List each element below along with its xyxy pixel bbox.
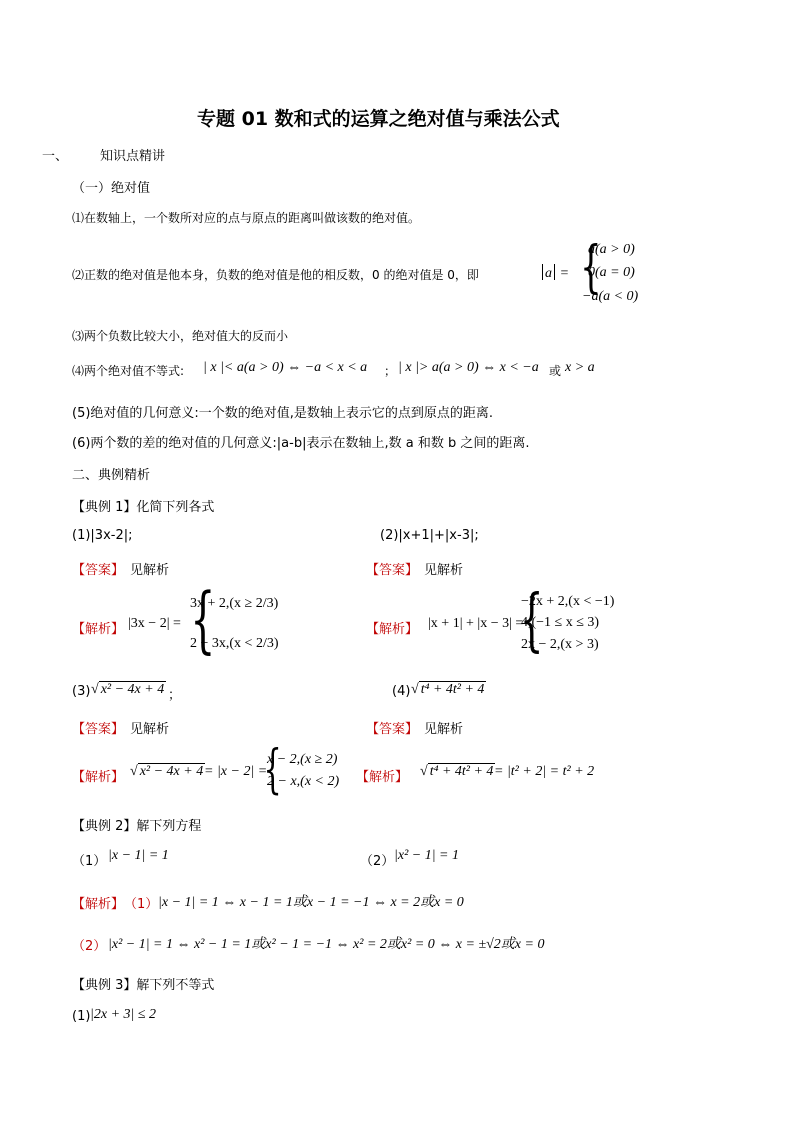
answer-text: 见解析 xyxy=(130,563,170,578)
analysis-tag: 【解析】 xyxy=(72,622,125,637)
ex1-q3-prefix: (3) xyxy=(72,684,91,699)
solution-num: （2） xyxy=(72,939,107,954)
example-3-title: 【典例 3】解下列不等式 xyxy=(72,978,215,993)
analysis-tag: 【解析】 xyxy=(366,622,419,637)
answer-text: 见解析 xyxy=(424,563,464,578)
solution-num: （1） xyxy=(124,897,159,912)
answer-tag: 【答案】 xyxy=(72,563,125,578)
formula-lhs: |x + 1| + |x − 3| = xyxy=(428,616,524,631)
radicand: x² − 4x + 4 xyxy=(100,682,165,697)
piecewise-case: 2 − 3x,(x < 2/3) xyxy=(190,636,279,651)
ex1-q4-prefix: (4) xyxy=(392,684,411,699)
analysis-tag: 【解析】 xyxy=(356,770,409,785)
piecewise-case: a(a > 0) xyxy=(588,242,635,257)
ex1-q4-sqrt: √ t⁴ + 4t² + 4 xyxy=(411,682,485,697)
ex2-q1-num: （1） xyxy=(72,854,107,869)
inequality-1: | x |< a(a > 0) ⇔ −a < x < a xyxy=(203,360,368,375)
formula-lhs: |3x − 2| = xyxy=(128,616,181,631)
piecewise-brace: { xyxy=(580,235,602,300)
piecewise-case: 2x − 2,(x > 3) xyxy=(521,637,599,652)
answer-text: 见解析 xyxy=(424,722,464,737)
section-2-heading: 二、典例精析 xyxy=(72,468,151,483)
ex1-q1: (1)|3x-2|; xyxy=(72,528,133,543)
paragraph-2: ⑵正数的绝对值是他本身，负数的绝对值是他的相反数，0 的绝对值是 0，即 xyxy=(72,268,479,282)
piecewise-case: 0(a = 0) xyxy=(588,265,635,280)
subsection-heading: （一）绝对值 xyxy=(72,181,151,196)
section-heading: 知识点精讲 xyxy=(100,149,166,164)
paragraph-1: ⑴在数轴上，一个数所对应的点与原点的距离叫做该数的绝对值。 xyxy=(72,211,421,225)
a3-mid: = |x − 2| = xyxy=(204,764,268,779)
analysis-tag: 【解析】 xyxy=(72,897,125,912)
answer-tag: 【答案】 xyxy=(72,722,125,737)
a4-rest: = |t² + 2| = t² + 2 xyxy=(494,764,595,779)
or-word: 或 xyxy=(549,364,562,378)
paragraph-5: (5)绝对值的几何意义:一个数的绝对值,是数轴上表示它的点到原点的距离. xyxy=(72,406,494,421)
piecewise-case: 2 − x,(x < 2) xyxy=(267,774,340,789)
ex2-q1: |x − 1| = 1 xyxy=(108,848,169,863)
example-1-title: 【典例 1】化简下列各式 xyxy=(72,500,215,515)
a3-sqrt: √ x² − 4x + 4 xyxy=(130,764,204,779)
inequality-2: | x |> a(a > 0) ⇔ x < −a xyxy=(398,360,539,375)
paragraph-6: (6)两个数的差的绝对值的几何意义:|a-b|表示在数轴上,数 a 和数 b 之间的距离. xyxy=(72,436,530,451)
piecewise-case: 4,(−1 ≤ x ≤ 3) xyxy=(521,615,600,630)
paragraph-3: ⑶两个负数比较大小，绝对值大的反而小 xyxy=(72,329,289,343)
piecewise-case: −a(a < 0) xyxy=(582,289,639,304)
page-title: 专题 01 数和式的运算之绝对值与乘法公式 xyxy=(197,108,560,130)
ex2-q2-num: （2） xyxy=(360,854,395,869)
inequality-3: x > a xyxy=(565,360,595,375)
analysis-tag: 【解析】 xyxy=(72,770,125,785)
ex3-q1: |2x + 3| ≤ 2 xyxy=(90,1007,157,1022)
separator: ； xyxy=(384,364,397,378)
piecewise-case: x − 2,(x ≥ 2) xyxy=(267,752,338,767)
piecewise-brace: { xyxy=(190,577,216,661)
piecewise-case: 3x + 2,(x ≥ 2/3) xyxy=(190,596,279,611)
piecewise-case: −2x + 2,(x < −1) xyxy=(521,594,615,609)
radicand: t⁴ + 4t² + 4 xyxy=(420,682,485,697)
radicand: t⁴ + 4t² + 4 xyxy=(429,764,494,779)
ex1-q3-suffix: ； xyxy=(168,688,182,703)
radicand: x² − 4x + 4 xyxy=(139,764,204,779)
paragraph-4-prefix: ⑷两个绝对值不等式: xyxy=(72,364,185,378)
ex1-q2: (2)|x+1|+|x-3|; xyxy=(380,528,479,543)
answer-tag: 【答案】 xyxy=(366,563,419,578)
ex1-q3-sqrt: √ x² − 4x + 4 xyxy=(91,682,165,697)
abs-a-lhs: a = xyxy=(540,264,568,282)
a4-sqrt: √ t⁴ + 4t² + 4 xyxy=(420,764,494,779)
solution-1: |x − 1| = 1 ⇔ x − 1 = 1或x − 1 = −1 ⇔ x = 2或x = 0 xyxy=(158,895,464,910)
ex3-q1-num: (1) xyxy=(72,1009,91,1024)
ex2-q2: |x² − 1| = 1 xyxy=(394,848,460,863)
piecewise-brace: { xyxy=(263,740,282,800)
example-2-title: 【典例 2】解下列方程 xyxy=(72,819,202,834)
section-number: 一、 xyxy=(42,149,69,164)
answer-text: 见解析 xyxy=(130,722,170,737)
piecewise-brace: { xyxy=(519,581,544,660)
answer-tag: 【答案】 xyxy=(366,722,419,737)
solution-2: |x² − 1| = 1 ⇔ x² − 1 = 1或x² − 1 = −1 ⇔ x² = 2或x² = 0 ⇔ x = ±√2或x = 0 xyxy=(108,937,545,952)
